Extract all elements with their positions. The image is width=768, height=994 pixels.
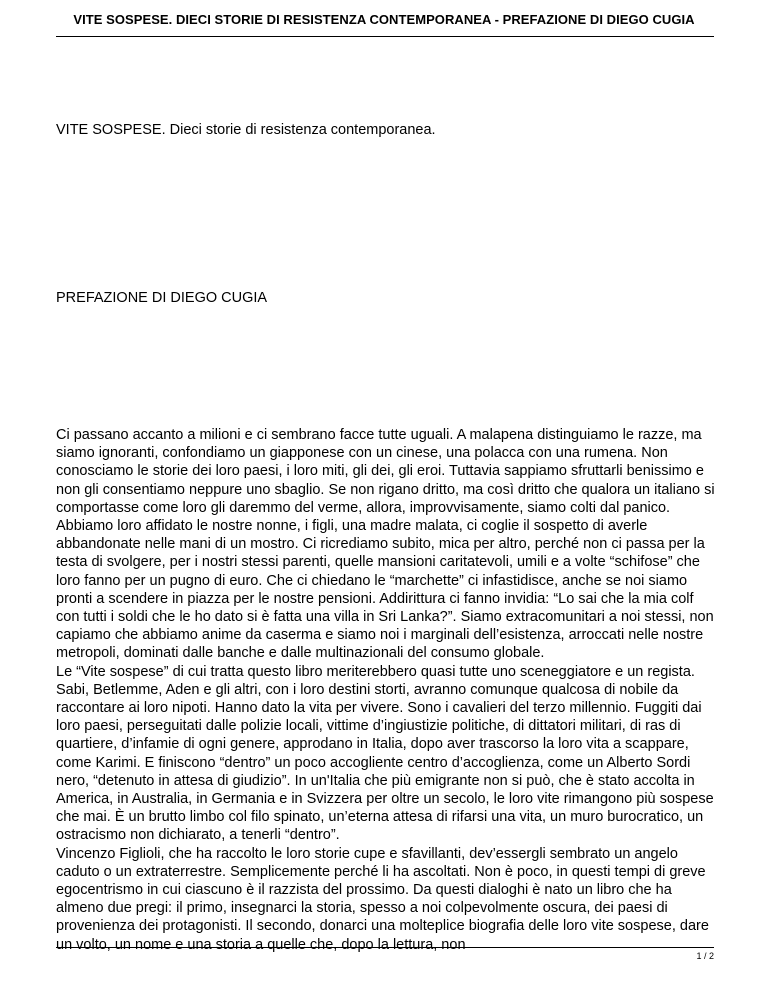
document-subtitle: PREFAZIONE DI DIEGO CUGIA [56, 290, 268, 306]
paragraph: Le “Vite sospese” di cui tratta questo libro meriterebbero quasi tutte uno sceneggiatore e un regista. Sabi, Betlemme, Aden e gli altri, con i loro destini storti, avranno comunque qualcosa di nobile da raccontare ai loro nipoti. Hanno dato la vita per vivere. Sono i cavalieri del terzo millennio. Fuggiti dai loro paesi, perseguitati dalle polizie locali, vittime d’ingiustizie politiche, di dittatori militari, di ras di quartiere, d’infamie di ogni genere, approdano in Italia, dopo aver trascorso la loro vita a scappare, come Karimi. E finiscono “dentro” un poco accogliente centro d’accoglienza, come un Alberto Sordi nero, “detenuto in attesa di giudizio”. In un'Italia che più emigrante non si può, che è stato accolta in America, in Australia, in Germania e in Svizzera per oltre un secolo, le loro vite rimangono più sospese che mai. È un brutto limbo col filo spinato, un’eterna attesa di rifarsi una vita, un muro burocratico, un ostracismo non dichiarato, a tenerli “dentro”. [56, 663, 714, 844]
footer-divider [56, 947, 714, 948]
header-divider [56, 36, 714, 37]
page-number: 1 / 2 [696, 951, 714, 961]
paragraph: Vincenzo Figlioli, che ha raccolto le loro storie cupe e sfavillanti, dev’essergli sembrato un angelo caduto o un extraterrestre. Semplicemente perché li ha ascoltati. Non è poco, in questi tempi di greve egocentrismo in cui ciascuno è il razzista del prossimo. Da questi dialoghi è nato un libro che ha almeno due pregi: il primo, insegnarci la storia, spesso a noi colpevolmente oscura, dei paesi di provenienza dei protagonisti. Il secondo, donarci una molteplice biografia delle loro vite sospese, dare un volto, un nome e una storia a quelle che, dopo la lettura, non [56, 845, 709, 953]
document-title: VITE SOSPESE. Dieci storie di resistenza contemporanea. [56, 122, 436, 138]
running-header: VITE SOSPESE. DIECI STORIE DI RESISTENZA CONTEMPORANEA - PREFAZIONE DI DIEGO CUGIA [73, 12, 695, 27]
paragraph: Ci passano accanto a milioni e ci sembrano facce tutte uguali. A malapena distinguiamo le razze, ma siamo ignoranti, confondiamo un giapponese con un cinese, una polacca con una rumena. Non conosciamo le storie dei loro paesi, i loro miti, gli dei, gli eroi. Tuttavia sappiamo sfruttarli benissimo e non gli consentiamo neppure uno sbaglio. Se non rigano dritto, ma così dritto che qualora un italiano si comportasse come loro gli daremmo del verme, allora, improvvisamente, siamo colti dal panico. Abbiamo loro affidato le nostre nonne, i figli, una madre malata, ci coglie il sospetto di averle abbandonate nelle mani di un mostro. Ci ricrediamo subito, mica per altro, perché non ci passa per la testa di svolgere, per i nostri stessi parenti, quelle mansioni caritatevoli, umili e a volte “schifose” che loro fanno per un pugno di euro. Che ci chiedano le “marchette” ci infastidisce, anche se noi siamo pronti a scendere in piazza per le nostre pensioni. Addirittura ci fanno invidia: “Lo sai che la mia colf con tutti i soldi che le ho dato si è fatta una villa in Sri Lanka?”. Siamo extracomunitari a noi stessi, non capiamo che abbiamo anime da caserma e siamo noi i marginali dell’esistenza, arroccati nelle nostre metropoli, dominati dalle banche e dalle multinazionali del consumo globale. [56, 427, 715, 662]
body-text [56, 426, 720, 954]
